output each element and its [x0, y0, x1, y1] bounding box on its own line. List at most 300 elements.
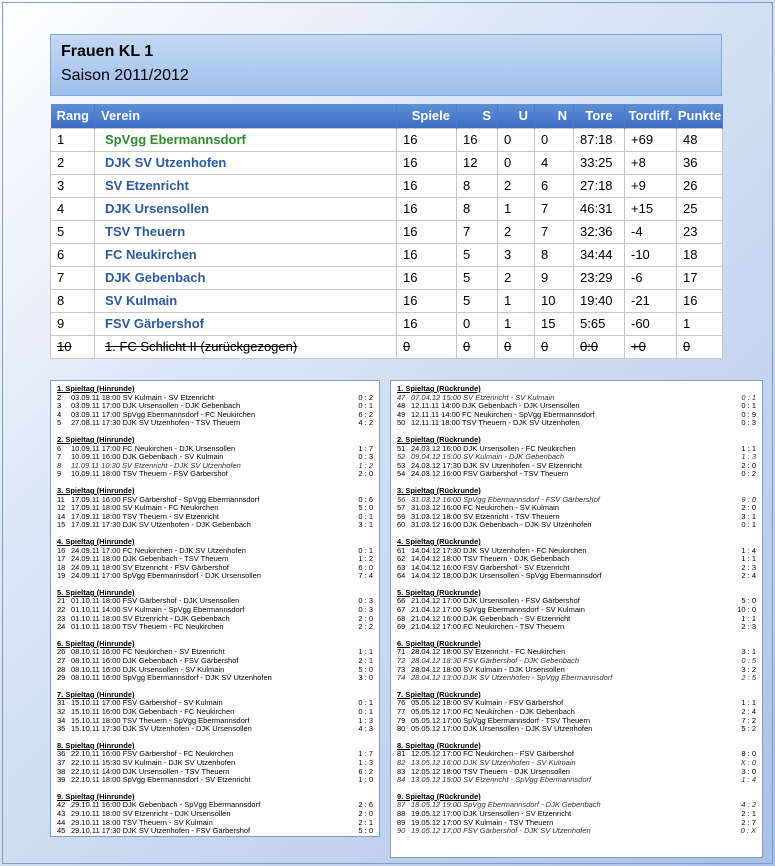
match-score: 0 : 3: [358, 596, 373, 606]
match-score: 2 : 0: [741, 460, 756, 470]
match-score: 10 : 0: [737, 605, 756, 615]
table-cell: 7: [457, 220, 498, 243]
rueckrunde-panel: [390, 380, 763, 858]
table-cell: 12: [457, 151, 498, 174]
table-cell: 26: [677, 174, 723, 197]
match-score: 1 : 0: [358, 775, 373, 785]
match-row: [57, 699, 373, 708]
table-cell: 1: [498, 312, 535, 335]
match-text: 18.05.12 19:00 SpVgg Ebermannsdorf - DJK Gebenbach: [411, 801, 601, 810]
match-score: 2 : 1: [741, 808, 756, 818]
matchday-block: [397, 691, 756, 734]
match-score: 1 : 1: [741, 698, 756, 708]
match-text: 15.10.11 17:00 FSV Gärbershof - SV Kulmain: [71, 699, 223, 708]
match-text: 22.10.11 18:00 SpVgg Ebermannsdorf - SV Etzenricht: [71, 776, 251, 785]
match-text: 12.05.12 18:00 TSV Theuern - DJK Ursensollen: [411, 767, 570, 776]
match-number: 19: [57, 571, 66, 581]
match-text: 12.11.11 14:00 DJK Gebenbach - DJK Ursensollen: [411, 402, 580, 411]
match-number: 28: [57, 664, 66, 674]
table-cell: 16: [397, 243, 457, 266]
match-text: 21.04.12 16:00 DJK Gebenbach - SV Etzenricht: [411, 614, 571, 623]
table-cell: 1: [51, 128, 95, 151]
match-row: [397, 513, 756, 522]
match-text: 01.10.11 18:00 TSV Theuern - FC Neukirchen: [71, 623, 224, 632]
match-text: 28.04.12 18:00 SV Etzenricht - FC Neukirchen: [411, 648, 566, 657]
matchday-title: 8. Spieltag (Rückrunde): [397, 740, 481, 750]
table-cell: 16: [397, 220, 457, 243]
table-cell: 0: [498, 151, 535, 174]
match-score: 1 : 1: [741, 613, 756, 623]
team-link[interactable]: SpVgg Ebermannsdorf: [95, 128, 397, 151]
match-number: 5: [57, 418, 62, 428]
match-row: [57, 597, 373, 606]
match-score: 0 : 1: [358, 511, 373, 521]
match-text: 03.09.11 17:00 DJK Ursensollen - DJK Gebenbach: [71, 402, 241, 411]
table-cell: 23: [677, 220, 723, 243]
match-score: 3 : 1: [358, 520, 373, 530]
matchday-title: 6. Spieltag (Rückrunde): [397, 638, 481, 648]
match-number: 57: [397, 503, 406, 513]
standings-header-row: [51, 104, 723, 128]
match-score: 1 : 1: [741, 443, 756, 453]
match-score: 0 : 1: [358, 698, 373, 708]
team-link[interactable]: 1. FC Schlicht II (zurückgezogen): [95, 335, 397, 358]
table-cell: 16: [397, 266, 457, 289]
match-number: 76: [397, 698, 406, 708]
table-cell: 8: [457, 174, 498, 197]
match-number: 84: [397, 775, 406, 785]
match-text: 10.09.11 16:00 DJK Gebenbach - SV Kulmain: [71, 453, 224, 462]
match-score: 1 : 3: [358, 715, 373, 725]
match-score: 1 : 4: [741, 545, 756, 555]
match-score: 8 : 0: [741, 749, 756, 759]
match-number: 60: [397, 520, 406, 530]
match-score: 1 : 7: [358, 443, 373, 453]
match-row: [57, 453, 373, 462]
table-cell: 25: [677, 197, 723, 220]
table-cell: -60: [625, 312, 677, 335]
match-text: 05.05.12 17:00 DJK Ursensollen - DJK SV Utzenhofen: [411, 725, 593, 734]
table-row: [51, 197, 723, 220]
match-row: [57, 623, 373, 632]
matchday-title: 8. Spieltag (Hinrunde): [57, 740, 135, 750]
match-number: 71: [397, 647, 406, 657]
match-text: 05.05.12 17:00 SpVgg Ebermannsdorf - TSV Theuern: [411, 716, 591, 725]
match-row: [57, 496, 373, 505]
match-number: 62: [397, 554, 406, 564]
match-number: 38: [57, 766, 66, 776]
match-number: 37: [57, 757, 66, 767]
match-row: [57, 394, 373, 403]
table-cell: 23:29: [574, 266, 625, 289]
match-score: 1 : 2: [358, 554, 373, 564]
match-row: [397, 717, 756, 726]
match-row: [57, 648, 373, 657]
match-text: 31.03.12 16:00 SpVgg Ebermannsdorf - FSV Gärbershof: [411, 495, 600, 504]
table-cell: 10: [535, 289, 574, 312]
match-row: [57, 411, 373, 420]
team-link[interactable]: SV Etzenricht: [95, 174, 397, 197]
table-row: [51, 220, 723, 243]
matchday-title: 7. Spieltag (Rückrunde): [397, 689, 481, 699]
match-text: 21.04.12 17:00 DJK Ursensollen - FSV Gärbershof: [411, 597, 580, 606]
match-row: [57, 776, 373, 785]
matchday-block: [397, 538, 756, 581]
match-number: 77: [397, 707, 406, 716]
match-score: X : 0: [740, 757, 756, 767]
match-text: 05.05.12 17:00 FC Neukirchen - DJK Gebenbach: [411, 708, 575, 716]
table-cell: 0: [535, 335, 574, 358]
match-score: 9 : 0: [741, 494, 756, 504]
match-row: [397, 759, 756, 768]
match-text: 10.09.11 18:00 TSV Theuern - FSV Gärbershof: [71, 470, 228, 479]
table-cell: +15: [625, 197, 677, 220]
matchday-block: [397, 589, 756, 632]
table-cell: 16: [397, 128, 457, 151]
match-score: 5 : 2: [741, 724, 756, 734]
match-number: 79: [397, 715, 406, 725]
table-cell: 8: [51, 289, 95, 312]
match-row: [397, 453, 756, 462]
matchday-block: [397, 385, 756, 428]
match-number: 89: [397, 817, 406, 827]
match-text: 14.04.12 18:00 TSV Theuern - DJK Gebenbach: [411, 555, 570, 564]
match-number: 29: [57, 673, 66, 683]
match-text: 08.10.11 16:00 SpVgg Ebermannsdorf - DJK SV Utzenhofen: [71, 674, 272, 683]
table-cell: 5: [457, 266, 498, 289]
match-row: [57, 801, 373, 810]
table-cell: 8: [457, 197, 498, 220]
match-row: [397, 521, 756, 530]
match-number: 35: [57, 724, 66, 734]
match-score: 7 : 4: [358, 571, 373, 581]
season-label: Saison 2011/2012: [61, 67, 189, 84]
match-score: 3 : 0: [358, 673, 373, 683]
match-number: 18: [57, 562, 66, 572]
match-score: 0 : 1: [741, 392, 756, 402]
match-text: 24.09.11 18:00 SV Etzenricht - FSV Gärbershof: [71, 563, 229, 572]
match-number: 74: [397, 673, 406, 683]
match-text: 22.10.11 16:00 FSV Gärbershof - FC Neukirchen: [71, 750, 234, 759]
match-score: 0 : 1: [358, 707, 373, 716]
table-row: [51, 266, 723, 289]
match-text: 15.10.11 18:00 TSV Theuern - SpVgg Ebermannsdorf: [71, 716, 250, 725]
match-text: 08.10.11 16:00 DJK Ursensollen - SV Kulmain: [71, 665, 225, 674]
table-cell: 6: [535, 174, 574, 197]
match-number: 31: [57, 698, 66, 708]
match-number: 72: [397, 656, 406, 666]
match-number: 14: [57, 511, 66, 521]
team-link[interactable]: FC Neukirchen: [95, 243, 397, 266]
team-link[interactable]: DJK Gebenbach: [95, 266, 397, 289]
match-row: [397, 402, 756, 411]
match-row: [57, 615, 373, 624]
match-text: 24.03.12 16:00 DJK Ursensollen - FC Neukirchen: [411, 444, 576, 453]
match-score: 1 : 1: [358, 647, 373, 657]
match-row: [397, 776, 756, 785]
table-cell: 0: [535, 128, 574, 151]
match-score: 4 : 2: [358, 418, 373, 428]
match-score: 3 : 0: [741, 766, 756, 776]
match-row: [57, 819, 373, 828]
table-cell: +0: [625, 335, 677, 358]
match-number: 9: [57, 469, 62, 479]
match-number: 4: [57, 409, 62, 419]
matchday-block: [397, 487, 756, 530]
match-number: 27: [57, 656, 66, 666]
match-text: 12.11.11 18:00 TSV Theuern - DJK SV Utzenhofen: [411, 419, 580, 428]
match-number: 2: [57, 392, 62, 402]
match-number: 50: [397, 418, 406, 428]
match-score: 4 : 3: [358, 724, 373, 734]
match-score: 0 : 2: [741, 469, 756, 479]
match-number: 47: [397, 392, 406, 402]
match-row: [57, 674, 373, 683]
match-text: 28.04.12 18:00 SV Kulmain - DJK Ursensollen: [411, 665, 565, 674]
match-row: [57, 717, 373, 726]
match-score: 6 : 0: [358, 562, 373, 572]
table-row: [51, 174, 723, 197]
match-score: 2 : 4: [741, 571, 756, 581]
match-score: 0 : 1: [741, 520, 756, 530]
table-cell: 4: [535, 151, 574, 174]
match-score: 1 : 1: [741, 554, 756, 564]
table-cell: 2: [498, 174, 535, 197]
match-text: 19.05.12 17:00 DJK Ursensollen - SV Etzenricht: [411, 809, 572, 818]
match-number: 34: [57, 715, 66, 725]
table-cell: 2: [498, 220, 535, 243]
match-row: [57, 759, 373, 768]
team-link[interactable]: FSV Gärbershof: [95, 312, 397, 335]
table-cell: +8: [625, 151, 677, 174]
match-number: 53: [397, 460, 406, 470]
matchday-title: 4. Spieltag (Rückrunde): [397, 536, 481, 546]
match-text: 24.09.11 17:00 FC Neukirchen - DJK SV Utzenhofen: [71, 546, 246, 555]
match-text: 12.11.11 14:00 FC Neukirchen - SpVgg Ebermannsdorf: [411, 410, 595, 419]
match-score: 1 : 3: [741, 452, 756, 462]
matchday-block: [57, 436, 373, 479]
matchday-title: 1. Spieltag (Rückrunde): [397, 384, 481, 393]
col-header: Tordiff.: [625, 104, 677, 128]
match-text: 22.10.11 14:00 DJK Ursensollen - TSV Theuern: [71, 767, 230, 776]
matchday-title: 2. Spieltag (Rückrunde): [397, 434, 481, 444]
match-text: 12.05.12 17:00 FC Neukirchen - FSV Gärbershof: [411, 750, 575, 759]
match-text: 14.04.12 18:00 DJK Ursensollen - SpVgg Ebermannsdorf: [411, 572, 602, 581]
match-score: 1 : 7: [358, 749, 373, 759]
table-cell: 3: [498, 243, 535, 266]
match-row: [397, 597, 756, 606]
match-row: [397, 411, 756, 420]
match-score: 1 : 2: [358, 460, 373, 470]
match-row: [57, 666, 373, 675]
team-link[interactable]: DJK Ursensollen: [95, 197, 397, 220]
match-text: 24.09.11 17:00 SpVgg Ebermannsdorf - DJK Ursensollen: [71, 572, 261, 581]
table-cell: 17: [677, 266, 723, 289]
match-score: 0 : 1: [358, 401, 373, 411]
match-number: 52: [397, 452, 406, 462]
match-score: 0 : 6: [358, 494, 373, 504]
matchday-title: 9. Spieltag (Hinrunde): [57, 791, 135, 801]
match-row: [397, 699, 756, 708]
match-text: 21.04.12 17:00 FC Neukirchen - TSV Theuern: [411, 623, 565, 632]
match-text: 31.03.12 16:00 FC Neukirchen - SV Kulmain: [411, 504, 559, 513]
match-number: 42: [57, 800, 66, 810]
table-cell: +9: [625, 174, 677, 197]
match-score: 0 : 3: [741, 418, 756, 428]
match-text: 01.10.11 14:00 SV Kulmain - SpVgg Ebermannsdorf: [71, 606, 245, 615]
matchday-title: 4. Spieltag (Hinrunde): [57, 536, 135, 546]
match-text: 28.04.12 13:00 DJK SV Utzenhofen - SpVgg Ebermannsdorf: [411, 674, 613, 683]
match-row: [397, 419, 756, 428]
table-cell: 4: [51, 197, 95, 220]
table-cell: 2: [498, 266, 535, 289]
col-header: Spiele: [397, 104, 457, 128]
match-text: 08.10.11 16:00 DJK Gebenbach - FSV Gärbershof: [71, 657, 239, 666]
match-number: 7: [57, 452, 62, 462]
match-row: [57, 547, 373, 556]
match-text: 15.10.11 17:30 DJK SV Utzenhofen - DJK Ursensollen: [71, 725, 252, 734]
match-row: [397, 750, 756, 759]
table-cell: 1: [677, 312, 723, 335]
match-row: [397, 666, 756, 675]
match-row: [397, 801, 756, 810]
match-number: 83: [397, 766, 406, 776]
table-cell: 33:25: [574, 151, 625, 174]
table-cell: 7: [535, 197, 574, 220]
table-row: [51, 243, 723, 266]
match-row: [397, 504, 756, 513]
match-number: 63: [397, 562, 406, 572]
match-row: [57, 768, 373, 777]
match-text: 28.04.12 18:30 FSV Gärbershof - DJK Gebenbach: [411, 657, 580, 666]
matchday-title: 3. Spieltag (Hinrunde): [57, 485, 135, 495]
table-cell: 16: [397, 312, 457, 335]
matchday-block: [57, 487, 373, 530]
match-text: 29.10.11 16:00 DJK Gebenbach - SpVgg Ebermannsdorf: [71, 801, 261, 810]
match-text: 31.03.12 16:00 DJK Gebenbach - DJK SV Utzenhofen: [411, 521, 592, 530]
match-number: 39: [57, 775, 66, 785]
table-cell: 32:36: [574, 220, 625, 243]
matchday-title: 5. Spieltag (Rückrunde): [397, 587, 481, 597]
match-row: [397, 623, 756, 632]
match-text: 24.09.11 18:00 DJK Gebenbach - TSV Theuern: [71, 555, 229, 564]
hinrunde-panel: [50, 380, 380, 837]
table-cell: 87:18: [574, 128, 625, 151]
match-row: [57, 725, 373, 734]
table-cell: 0: [457, 335, 498, 358]
match-text: 27.08.11 17:30 DJK SV Utzenhofen - TSV Theuern: [71, 419, 241, 428]
match-score: 0 : X: [740, 826, 756, 836]
match-text: 21.04.12 17:00 SpVgg Ebermannsdorf - SV Kulmain: [411, 606, 585, 615]
match-score: 0 : 1: [741, 401, 756, 411]
col-header: U: [498, 104, 535, 128]
table-cell: 16: [397, 151, 457, 174]
match-number: 66: [397, 596, 406, 606]
match-row: [397, 648, 756, 657]
match-text: 14.04.12 16:00 FSV Gärbershof - SV Etzenricht: [411, 563, 570, 572]
table-cell: 16: [397, 289, 457, 312]
match-score: 0 : 5: [741, 656, 756, 666]
match-row: [57, 606, 373, 615]
table-cell: 0: [457, 312, 498, 335]
match-number: 36: [57, 749, 66, 759]
match-text: 03.09.11 18:00 SV Kulmain - SV Etzenricht: [71, 393, 214, 402]
match-number: 90: [397, 826, 406, 836]
match-score: 2 : 4: [741, 707, 756, 716]
match-number: 11: [57, 494, 65, 504]
match-text: 29.10.11 18:00 TSV Theuern - SV Kulmain: [71, 818, 213, 827]
match-row: [57, 521, 373, 530]
match-text: 19.05.12 17:00 FSV Gärbershof - DJK SV Utzenhofen: [411, 827, 591, 836]
match-score: 1 : 4: [741, 775, 756, 785]
match-score: 0 : 3: [358, 605, 373, 615]
match-row: [397, 572, 756, 581]
team-link[interactable]: TSV Theuern: [95, 220, 397, 243]
match-number: 67: [397, 605, 406, 615]
match-score: 0 : 3: [358, 452, 373, 462]
match-text: 29.10.11 17:30 DJK SV Utzenhofen - FSV Gärbershof: [71, 827, 251, 836]
matchday-block: [397, 436, 756, 479]
matchday-title: 7. Spieltag (Hinrunde): [57, 689, 135, 699]
match-number: 81: [397, 749, 406, 759]
match-text: 05.05.12 18:00 SV Kulmain - FSV Gärbershof: [411, 699, 564, 708]
table-cell: 15: [535, 312, 574, 335]
match-row: [397, 496, 756, 505]
match-text: 01.10.11 18:00 FSV Gärbershof - DJK Ursensollen: [71, 597, 240, 606]
table-cell: 18: [677, 243, 723, 266]
team-link[interactable]: DJK SV Utzenhofen: [95, 151, 397, 174]
match-number: 69: [397, 622, 406, 632]
matchday-block: [397, 742, 756, 785]
table-cell: +69: [625, 128, 677, 151]
match-score: 0 : 9: [741, 409, 756, 419]
match-text: 11.09.11 10:30 SV Etzenricht - DJK SV Utzenhofen: [71, 461, 241, 470]
match-row: [57, 470, 373, 479]
match-row: [57, 445, 373, 454]
col-header: Punkte: [677, 104, 723, 128]
table-cell: -10: [625, 243, 677, 266]
match-row: [397, 810, 756, 819]
match-score: 5 : 0: [358, 664, 373, 674]
team-link[interactable]: SV Kulmain: [95, 289, 397, 312]
match-score: 2 : 7: [741, 817, 756, 827]
table-cell: 48: [677, 128, 723, 151]
match-row: [397, 394, 756, 403]
match-number: 21: [57, 596, 66, 606]
match-score: 1 : 3: [358, 757, 373, 767]
match-row: [57, 708, 373, 717]
match-number: 23: [57, 613, 66, 623]
table-cell: 0: [677, 335, 723, 358]
table-cell: 1: [498, 197, 535, 220]
table-cell: 5: [457, 289, 498, 312]
col-header: N: [535, 104, 574, 128]
matchday-block: [397, 793, 756, 836]
matchday-block: [397, 640, 756, 683]
match-row: [57, 827, 373, 836]
match-number: 48: [397, 401, 406, 411]
table-cell: 7: [535, 220, 574, 243]
col-header: Rang: [51, 104, 95, 128]
match-text: 24.03.12 16:00 FSV Gärbershof - TSV Theuern: [411, 470, 569, 479]
match-number: 12: [57, 503, 66, 513]
match-number: 82: [397, 757, 406, 767]
match-score: 0 : 1: [358, 545, 373, 555]
matchday-block: [57, 538, 373, 581]
table-cell: 0: [498, 128, 535, 151]
matchday-block: [57, 385, 373, 428]
match-score: 5 : 0: [741, 596, 756, 606]
